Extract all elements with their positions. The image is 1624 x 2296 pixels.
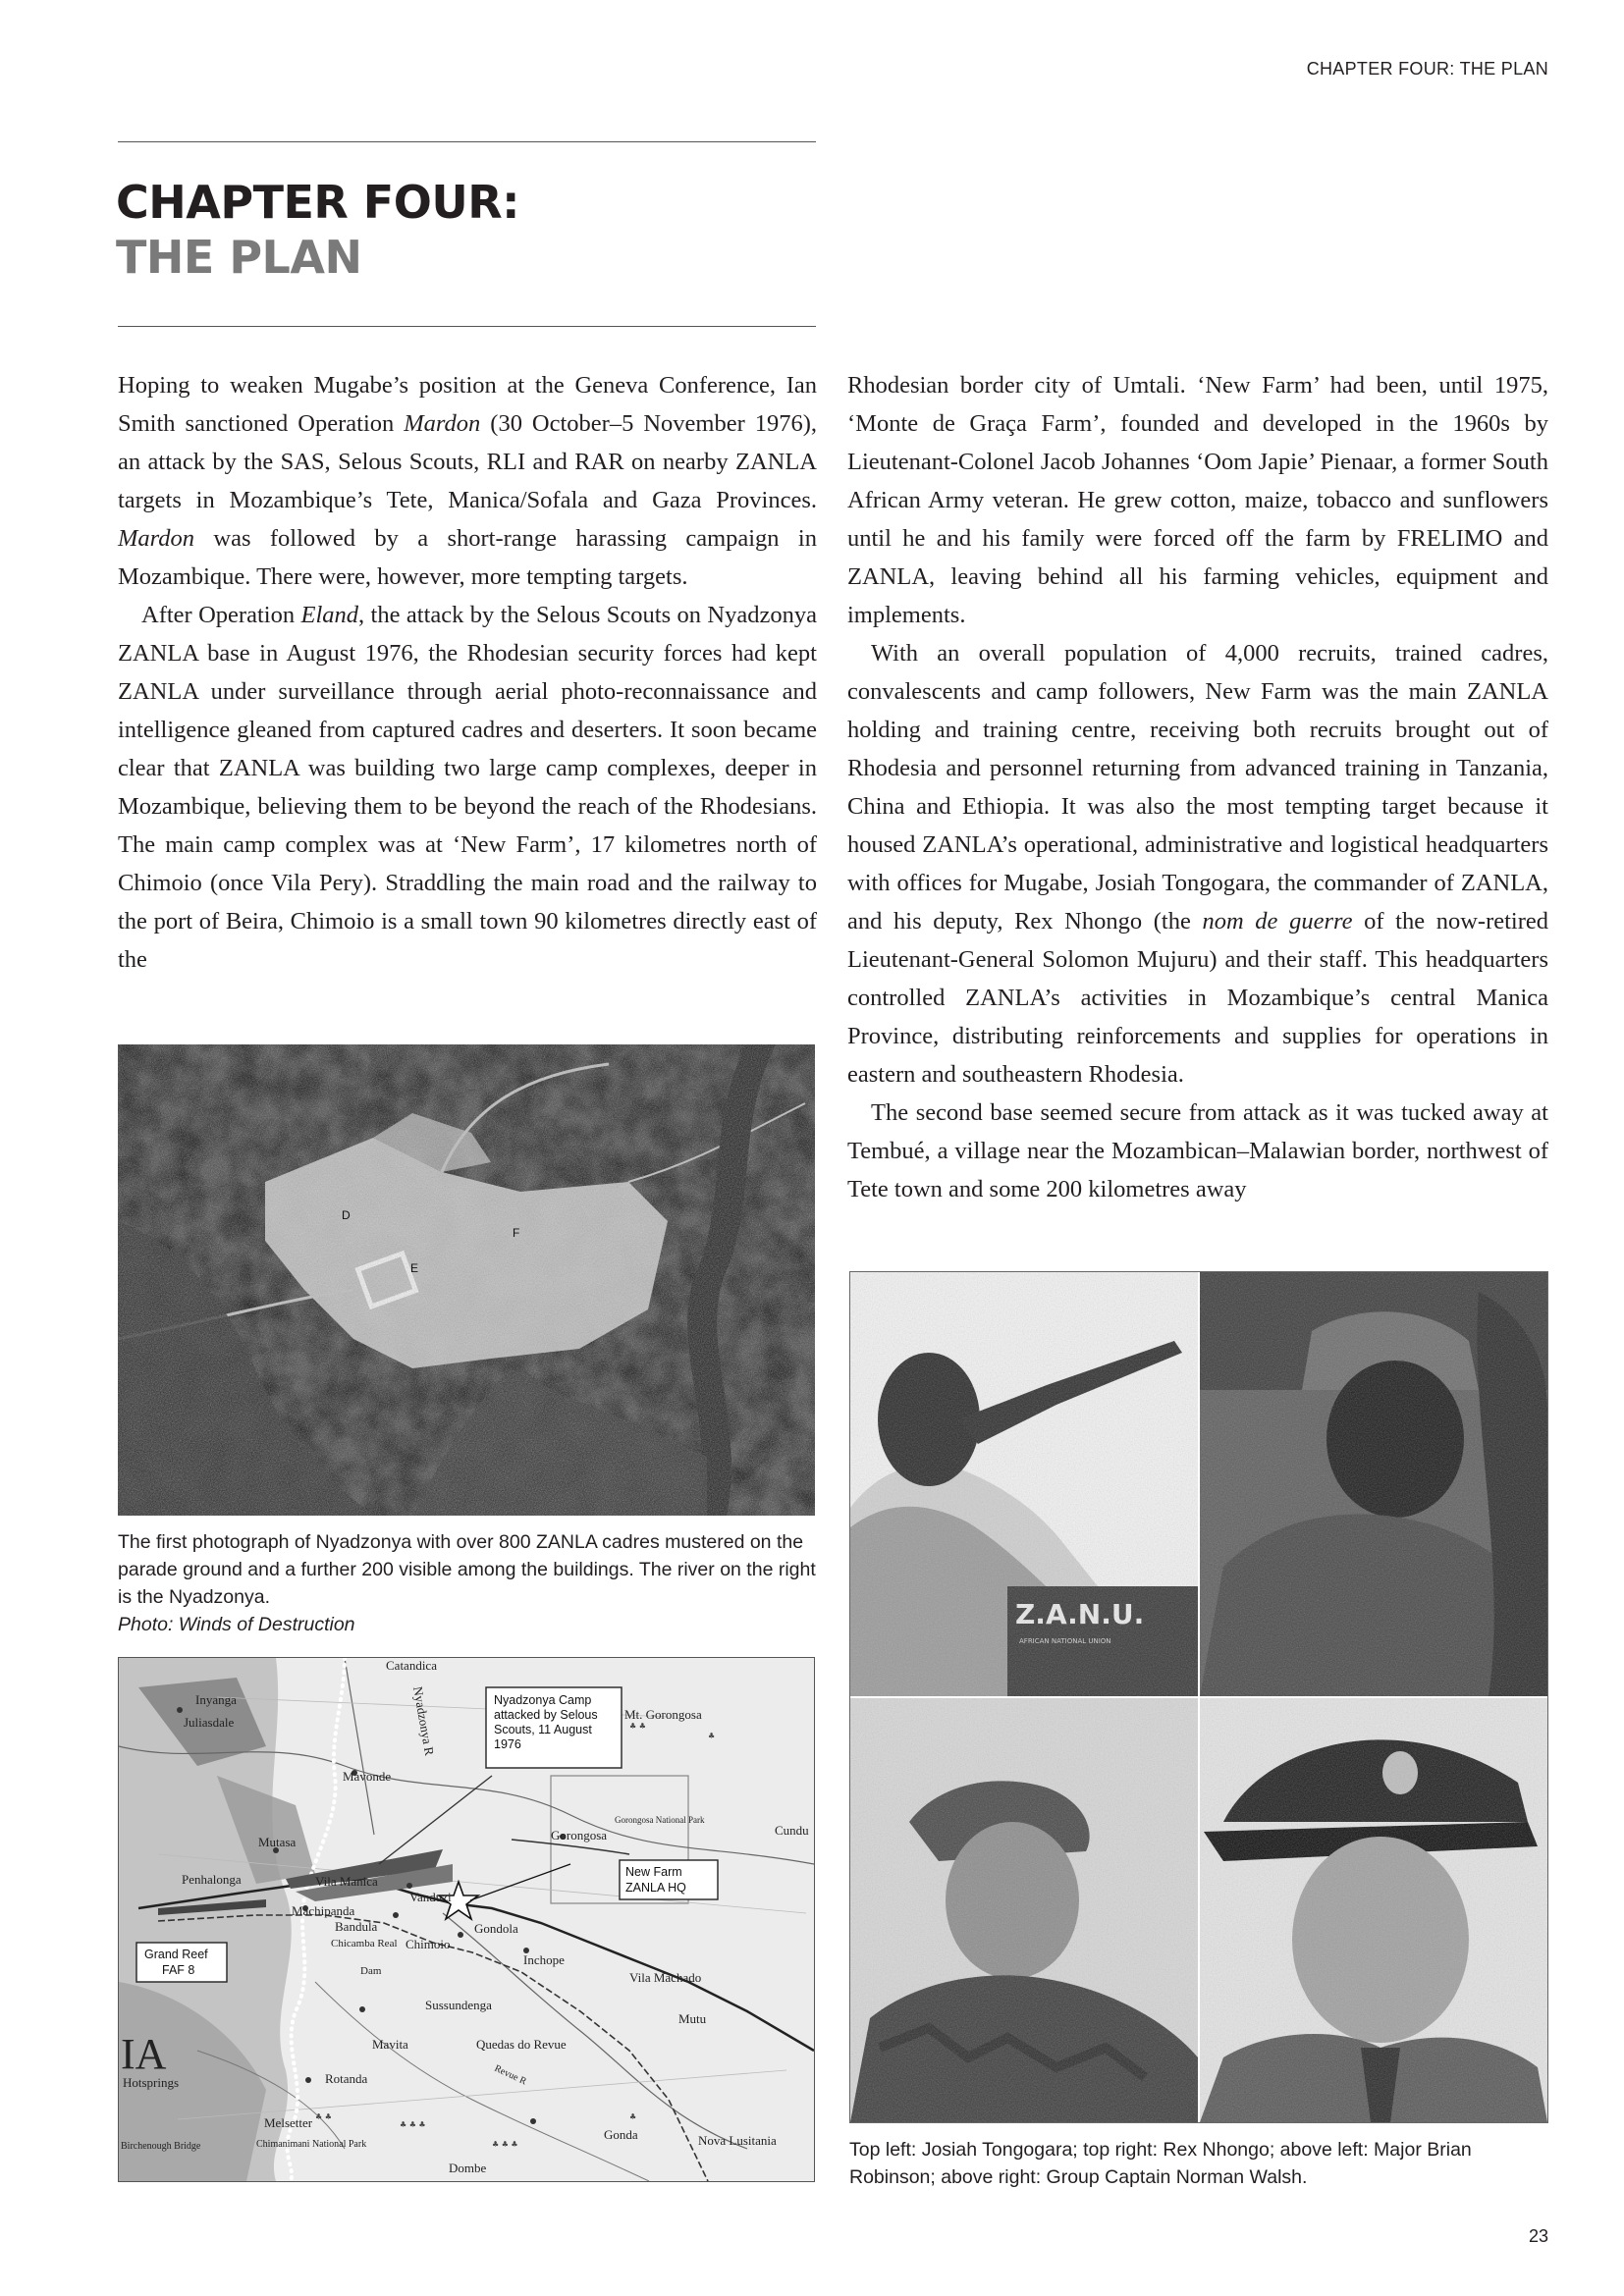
aerial-marker-f: F xyxy=(513,1226,520,1240)
map-label-mutasa: Mutasa xyxy=(258,1835,297,1849)
map-label-machipanda: Machipanda xyxy=(292,1903,355,1918)
aerial-marker-e: E xyxy=(410,1261,419,1275)
portrait-grid-image xyxy=(850,1272,1547,2122)
map-label-hotsprings: Hotsprings xyxy=(123,2075,180,2090)
map-label-melsetter: Melsetter xyxy=(264,2115,313,2130)
map-callout-nyadzonya-line4: 1976 xyxy=(494,1737,521,1751)
map-label-vila-manica: Vila Manica xyxy=(315,1874,378,1889)
operations-map-image xyxy=(119,1658,814,2181)
chapter-title-line2: THE PLAN xyxy=(116,231,362,284)
svg-text:♣ ♣ ♣: ♣ ♣ ♣ xyxy=(400,2120,426,2129)
portrait-grid-caption: Top left: Josiah Tongogara; top right: Rex Nhongo; above left: Major Brian Robinson; above right: Group Captain Norman Walsh. xyxy=(849,2139,1472,2188)
map-label-rotanda: Rotanda xyxy=(325,2071,368,2086)
map-label-vila-machado: Vila Machado xyxy=(629,1970,702,1985)
map-label-quedas-do-revue: Quedas do Revue xyxy=(476,2037,567,2052)
map-label-revue-river: Revue R xyxy=(492,2062,528,2088)
aerial-photo-caption-text: The first photograph of Nyadzonya with over 800 ZANLA cadres mustered on the parade ground and a further 200 visible among the buildings. The river on the right is the Nyadzonya. xyxy=(118,1531,816,1608)
aerial-photo-image xyxy=(118,1044,815,1516)
map-label-mutu: Mutu xyxy=(678,2011,707,2026)
aerial-photo-nyadzonya xyxy=(118,1044,815,1516)
map-label-chimoio: Chimoio xyxy=(406,1937,451,1951)
portrait-grid xyxy=(849,1271,1548,2123)
map-label-inyanga: Inyanga xyxy=(195,1692,237,1707)
map-callout-nyadzonya-line2: attacked by Selous xyxy=(494,1708,598,1722)
map-label-mavita: Mavita xyxy=(372,2037,408,2052)
title-rule-bottom xyxy=(118,326,816,327)
map-label-juliasdale: Juliasdale xyxy=(184,1715,235,1730)
map-label-sussundenga: Sussundenga xyxy=(425,1998,492,2012)
map-callout-nyadzonya-line3: Scouts, 11 August xyxy=(494,1723,592,1736)
map-label-gonda: Gonda xyxy=(604,2127,638,2142)
right-paragraph-1: Rhodesian border city of Umtali. ‘New Farm’ had been, until 1975, ‘Monte de Graça Farm’, founded and developed in the 1960s by Lieutenant-Colonel Jacob Johannes ‘Oom Japie’ Pienaar, a former South African Army veteran. He grew cotton, maize, tobacco and sunflowers until he and his family were forced off the farm by FRELIMO and ZANLA, leaving behind all his farming vehicles, equipment and implements. xyxy=(847,372,1548,628)
map-callout-new-farm-line2: ZANLA HQ xyxy=(625,1881,686,1895)
left-paragraph-1: Hoping to weaken Mugabe’s position at the Geneva Conference, Ian Smith sanctioned Operation Mardon (30 October–5 November 1976), an attack by the SAS, Selous Scouts, RLI and RAR on nearby ZANLA targets in Mozambique’s Tete, Manica/Sofala and Gaza Provinces. Mardon was followed by a short-range harassing campaign in Mozambique. There were, however, more tempting targets. xyxy=(118,372,817,590)
map-label-gondola: Gondola xyxy=(474,1921,518,1936)
page-number: 23 xyxy=(1528,2226,1548,2246)
map-label-gorongosa-park: Gorongosa National Park xyxy=(615,1815,705,1825)
map-label-mt-gorongosa: Mt. Gorongosa xyxy=(624,1707,702,1722)
svg-text:♣: ♣ xyxy=(629,2112,637,2121)
right-paragraph-2: With an overall population of 4,000 recruits, trained cadres, convalescents and camp followers, New Farm was the main ZANLA holding and training centre, receiving both recruits brought out of Rhodesia and personnel returning from advanced training in Tanzania, China and Ethiopia. It was also the most tempting target because it housed ZANLA’s operational, administrative and logistical headquarters with offices for Mugabe, Josiah Tongogara, the commander of ZANLA, and his deputy, Rex Nhongo (the nom de guerre of the now-retired Lieutenant-General Solomon Mujuru) and their staff. This headquarters controlled ZANLA’s activities in Mozambique’s central Manica Province, distributing reinforcements and supplies for operations in eastern and southeastern Rhodesia. xyxy=(847,640,1549,1088)
map-label-nova-lusitania: Nova Lusitania xyxy=(698,2133,777,2148)
chapter-title-line1: CHAPTER FOUR: xyxy=(116,176,520,229)
map-label-vanduzi: Vanduzi xyxy=(409,1890,452,1904)
svg-text:♣ ♣: ♣ ♣ xyxy=(629,1722,646,1731)
svg-text:♣ ♣: ♣ ♣ xyxy=(315,2112,332,2121)
map-label-bandula: Bandula xyxy=(335,1919,378,1934)
map-label-birchenough: Birchenough Bridge xyxy=(121,2141,201,2152)
map-label-cundu: Cundu xyxy=(775,1823,809,1838)
title-rule-top xyxy=(118,141,816,142)
aerial-photo-credit: Photo: Winds of Destruction xyxy=(118,1614,355,1635)
map-callout-new-farm-line1: New Farm xyxy=(625,1865,682,1879)
left-column-text xyxy=(118,366,817,979)
map-label-mavonde: Mavonde xyxy=(343,1769,392,1784)
map-label-chimanimani: Chimanimani National Park xyxy=(256,2139,367,2150)
svg-text:♣ ♣ ♣: ♣ ♣ ♣ xyxy=(492,2140,518,2149)
operations-map xyxy=(118,1657,815,2182)
map-label-dam: Dam xyxy=(360,1965,382,1977)
map-label-inchope: Inchope xyxy=(523,1952,565,1967)
map-label-nyadzonya-river: Nyadzonya R xyxy=(410,1684,438,1757)
right-column-text xyxy=(847,366,1548,1208)
aerial-marker-d: D xyxy=(342,1208,351,1222)
map-callout-grand-reef-line1: Grand Reef xyxy=(144,1948,208,1961)
left-paragraph-2: After Operation Eland, the attack by the Selous Scouts on Nyadzonya ZANLA base in August 1976, the Rhodesian security forces had kept ZANLA under surveillance through aerial photo-reconnaissance and intelligence gleaned from captured cadres and deserters. It soon became clear that ZANLA was building two large camp complexes, deeper in Mozambique, believing them to be beyond the reach of the Rhodesians. The main camp complex was at ‘New Farm’, 17 kilometres north of Chimoio (once Vila Pery). Straddling the main road and the railway to the port of Beira, Chimoio is a small town 90 kilometres directly east of the xyxy=(118,602,818,973)
map-label-country-fragment: IA xyxy=(121,2030,167,2078)
running-head: CHAPTER FOUR: THE PLAN xyxy=(1306,59,1548,79)
svg-text:♣: ♣ xyxy=(708,1732,716,1740)
map-label-catandica: Catandica xyxy=(386,1658,437,1673)
chapter-title xyxy=(116,175,519,285)
map-label-chicamba: Chicamba Real xyxy=(331,1938,398,1949)
aerial-photo-caption xyxy=(118,1528,817,1638)
map-label-penhalonga: Penhalonga xyxy=(182,1872,242,1887)
right-paragraph-3: The second base seemed secure from attack as it was tucked away at Tembué, a village near the Mozambican–Malawian border, northwest of Tete town and some 200 kilometres away xyxy=(847,1099,1548,1202)
map-callout-grand-reef-line2: FAF 8 xyxy=(162,1963,195,1977)
map-label-gorongosa: Gorongosa xyxy=(551,1828,608,1842)
map-callout-nyadzonya-line1: Nyadzonya Camp xyxy=(494,1693,592,1707)
map-label-dombe: Dombe xyxy=(449,2161,487,2175)
